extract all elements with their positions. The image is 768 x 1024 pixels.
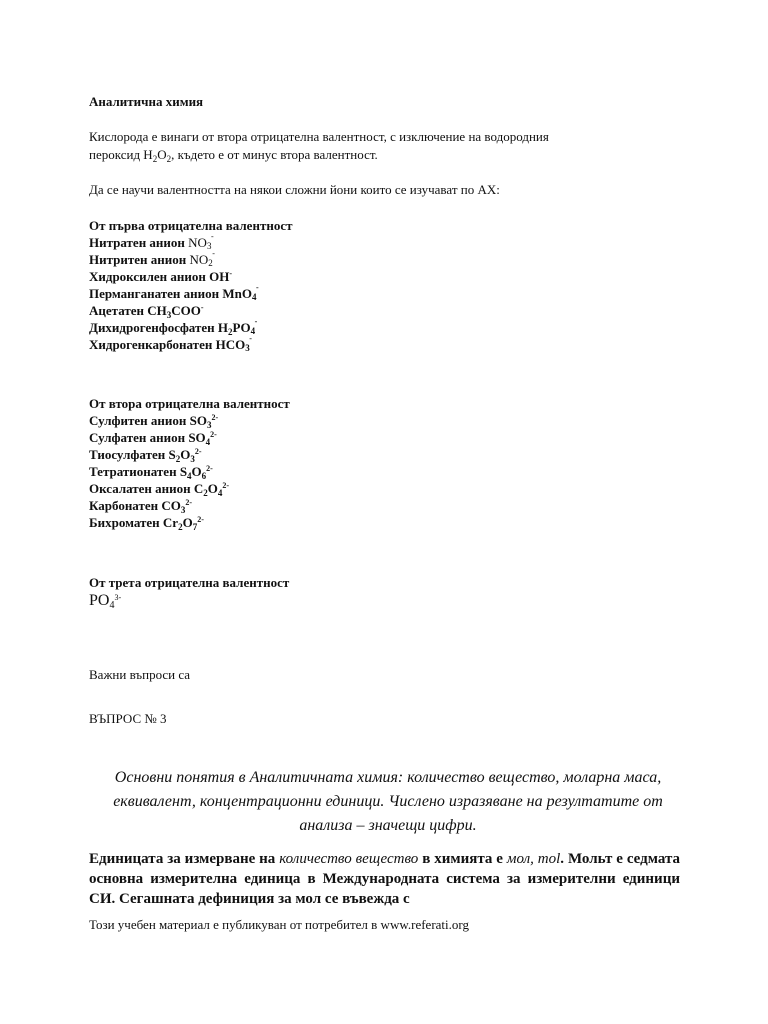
ion-permanganate: Перманганатен анион MnO 4 - xyxy=(89,283,259,302)
group-first-valence xyxy=(89,217,292,353)
intro-line-2: пероксид $H_2O_2$, където е от минус втора валентност. xyxy=(89,147,378,164)
footer-note: Този учебен материал е публикуван от потребител в www.referati.org xyxy=(89,917,469,932)
question-number: ВЪПРОС № 3 xyxy=(89,711,167,726)
group-second-valence xyxy=(89,395,290,531)
group1-heading: От първа отрицателна валентност xyxy=(89,218,293,233)
group2-heading: От втора отрицателна валентност xyxy=(89,396,290,411)
learn-instruction: Да се научи валентността на някои сложни йони които се изучават по АХ: xyxy=(89,182,500,197)
ion-acetate: Ацетатен $CH_3COO^-$ xyxy=(89,303,204,320)
ion-nitrate: Нитратен анион NO 3 - xyxy=(89,232,214,251)
important-questions: Важни въпроси са xyxy=(89,667,191,682)
topic-paragraph: Основни понятия в Аналитичната химия: количество вещество, моларна маса, еквивалент, концентрационни единици. Числено изразяване на резултатите от анализа – значещи цифри. xyxy=(113,769,663,834)
ion-sulfate: Сулфатен анион $SO_4^{2-}$ xyxy=(89,430,217,447)
group3-heading: От трета отрицателна валентност xyxy=(89,575,290,590)
ion-sulfite: Сулфитен анион $SO_3^{2-}$ xyxy=(89,413,219,430)
ion-thiosulfate: Тиосулфатен $S_2O_3^{2-}$ xyxy=(89,447,202,464)
group-third-valence xyxy=(89,574,289,611)
intro-paragraph xyxy=(89,128,549,164)
ion-nitrite: Нитритен анион NO 2 - xyxy=(89,249,215,268)
ion-tetrathionate: Тетратионатен $S_4O_6^{2-}$ xyxy=(89,464,213,481)
ion-hydroxide: Хидроксилен анион OH- xyxy=(89,269,233,284)
ion-bicarbonate: Хидрогенкарбонатен HCO 3 - xyxy=(89,334,252,353)
ion-oxalate: Оксалатен анион $C_2O_4^{2-}$ xyxy=(89,481,230,498)
intro-line-1: Кислорода е винаги от втора отрицателна валентност, с изключение на водородния xyxy=(89,129,549,144)
ion-dihydrogenphosphate: Дихидрогенфосфатен $H_2PO$ 4 - xyxy=(89,317,258,337)
ion-dichromate: Бихроматен $Cr_2O_7^{2-}$ xyxy=(89,515,204,532)
ion-phosphate: $PO_4^{3-}$ xyxy=(89,592,122,611)
body-paragraph: Единицата за измерване на количество вещество в химията е мол, mol. Мольт е седмата основна измерителна единица в Международната система за измерителни единици СИ. Сегашната дефиниция за мол се въвежда с xyxy=(89,851,680,907)
page-title: Аналитична химия xyxy=(89,94,204,109)
ion-carbonate: Карбонатен $CO_3^{2-}$ xyxy=(89,498,193,515)
